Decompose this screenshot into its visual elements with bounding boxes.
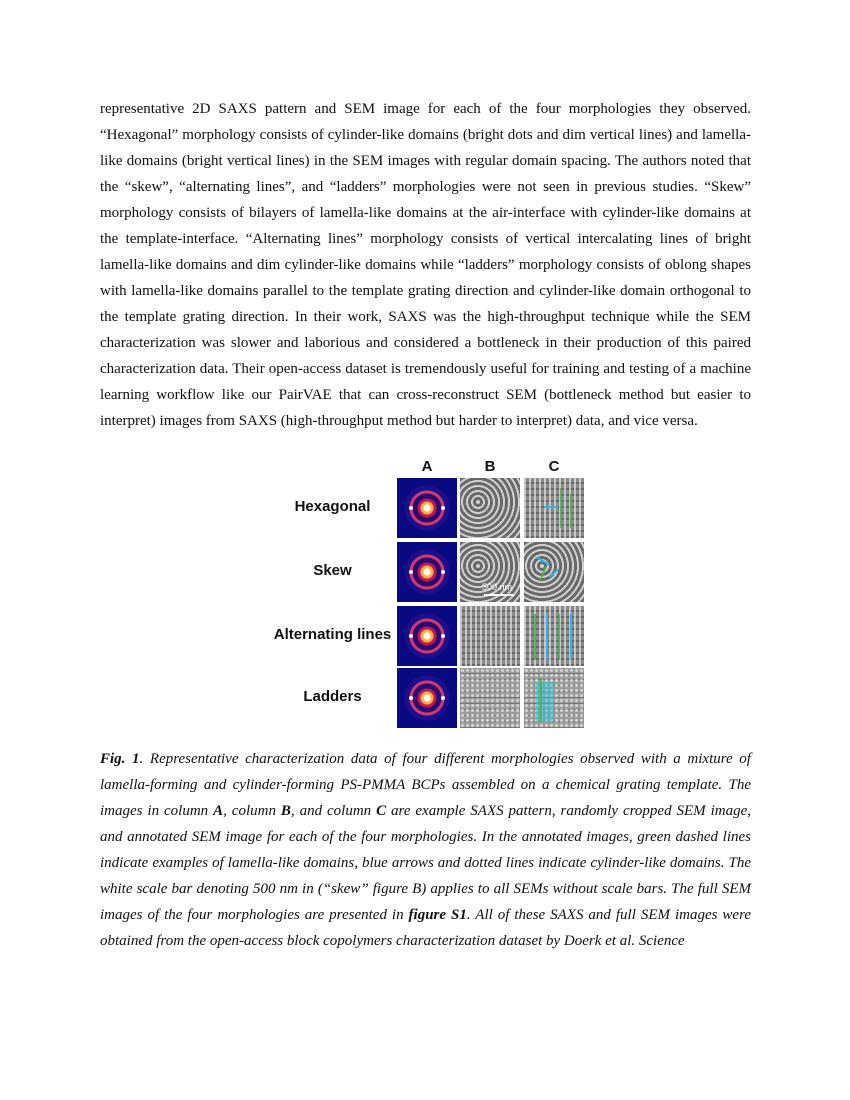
caption-text: . All of these SAXS and full SEM images were obtained from the open-access block copolymers characterization dataset by Doerk et al. Science xyxy=(100,907,752,949)
saxs-pattern-skew xyxy=(397,542,457,602)
row-label-ladders: Ladders xyxy=(303,688,362,705)
annotated-sem-skew xyxy=(524,542,584,602)
caption-column-b: B xyxy=(280,803,291,819)
caption-column-a: A xyxy=(213,803,224,819)
caption-figure-reference: figure S1 xyxy=(408,907,467,923)
annotated-sem-ladders xyxy=(524,668,584,728)
caption-text: are example SAXS pattern, randomly cropped SEM image, and annotated SEM image for each of the four morphologies. In the annotated images, green dashed lines indicate examples of lamella-like domains, blue arrows and dotted lines indicate cylinder-like domains. The white scale bar denoting 500 nm in (“skew” figure B) applies to all SEMs without scale bars. The full SEM images of the four morphologies are presented in xyxy=(100,803,751,923)
annotated-sem-hexagonal xyxy=(524,478,584,538)
caption-text: . Representative characterization data of four different morphologies observed with a mixture of lamella-forming and cylinder-forming PS-PMMA BCPs assembled on a chemical grating template. The images in column xyxy=(100,751,751,819)
sem-image-ladders xyxy=(460,668,520,728)
saxs-pattern-alternating-lines xyxy=(397,606,457,666)
row-label-hexagonal: Hexagonal xyxy=(294,498,371,515)
saxs-pattern-hexagonal xyxy=(397,478,457,538)
sem-image-hexagonal xyxy=(460,478,520,538)
caption-label: Fig. 1 xyxy=(100,751,140,767)
scale-bar-label: 500 nm xyxy=(482,582,513,592)
column-header-a: A xyxy=(421,458,433,475)
sem-image-alternating-lines xyxy=(460,606,520,666)
caption-column-c: C xyxy=(376,803,387,819)
figure-caption xyxy=(100,746,751,954)
saxs-pattern-ladders xyxy=(397,668,457,728)
scale-bar xyxy=(484,594,514,596)
caption-text: , and column xyxy=(290,803,377,819)
row-label-skew: Skew xyxy=(313,562,352,579)
body-paragraph: representative 2D SAXS pattern and SEM image for each of the four morphologies they observed. “Hexagonal” morphology consists of cylinder-like domains (bright dots and dim vertical lines) and lamella-like domains (bright vertical lines) in the SEM images with regular domain spacing. The authors noted that the “skew”, “alternating lines”, and “ladders” morphologies were not seen in previous studies. “Skew” morphology consists of bilayers of lamella-like domains at the air-interface with cylinder-like domains at the template-interface. “Alternating lines” morphology consists of vertical intercalating lines of bright lamella-like domains and dim cylinder-like domains while “ladders” morphology consists of oblong shapes with lamella-like domains parallel to the template grating direction and cylinder-like domain orthogonal to the template grating direction. In their work, SAXS was the high-throughput technique while the SEM characterization was slower and laborious and considered a bottleneck in their production of this paired characterization data. Their open-access dataset is tremendously useful for training and testing of a machine learning workflow like our PairVAE that can cross-reconstruct SEM (bottleneck method but easier to interpret) images from SAXS (high-throughput method but harder to interpret) data, and vice versa. xyxy=(100,101,751,429)
column-header-c: C xyxy=(548,458,560,475)
column-header-b: B xyxy=(484,458,496,475)
sem-image-skew xyxy=(460,542,520,602)
caption-text: , column xyxy=(223,803,281,819)
row-label-alternating-lines: Alternating lines xyxy=(273,626,392,643)
annotated-sem-alternating-lines xyxy=(524,606,584,666)
figure-1 xyxy=(260,458,590,730)
